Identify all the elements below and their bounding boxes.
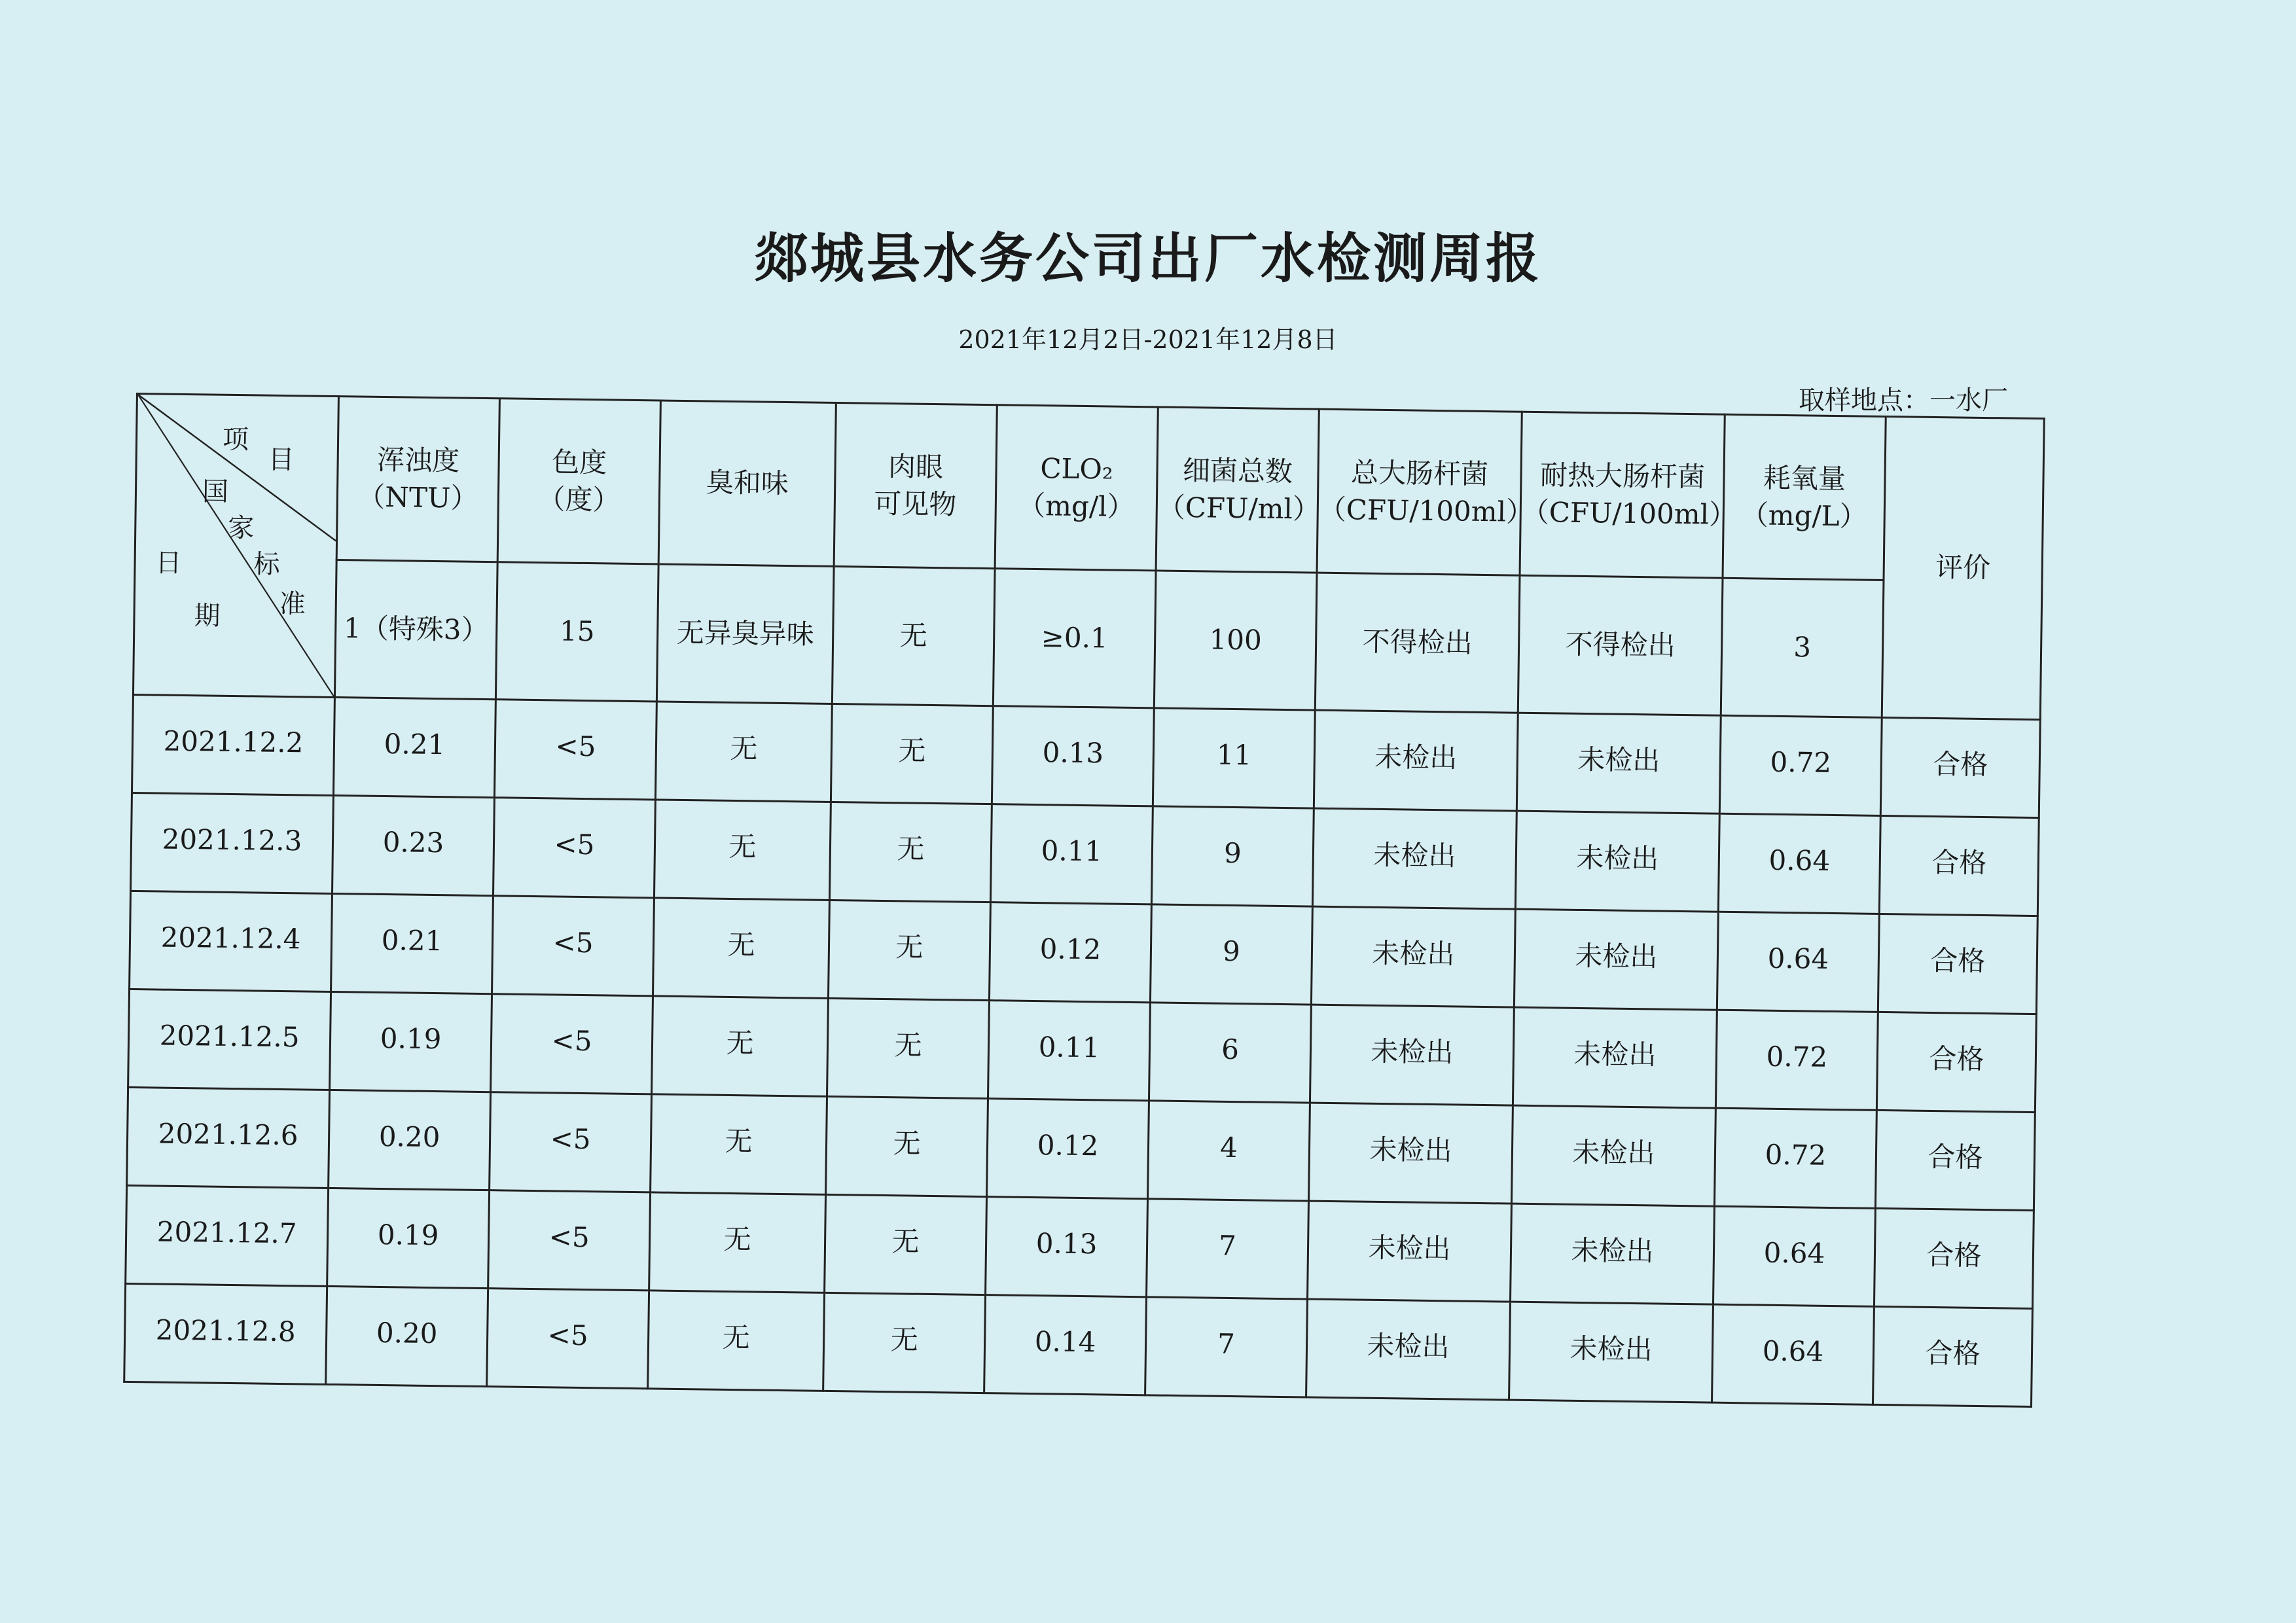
corner-date-char: 期 [194,601,221,632]
cell-total-coliform: 未检出 [1308,1201,1512,1302]
cell-turbidity: 0.21 [331,893,493,993]
cell-total-bacteria: 9 [1150,904,1312,1005]
cell-date: 2021.12.8 [124,1283,327,1384]
cell-visible-matter: 无 [831,704,993,804]
corner-item-char: 项 [222,424,249,455]
cell-visible-matter: 无 [827,998,990,1098]
cell-odor-taste: 无 [649,1192,826,1293]
cell-chlorine-dioxide: 0.13 [986,1197,1148,1297]
data-rows [124,694,2040,1406]
cell-chlorine-dioxide: 0.14 [984,1295,1147,1395]
cell-turbidity: 0.19 [330,991,492,1092]
cell-evaluation: 合格 [1879,815,2039,916]
cell-thermotolerant-coliform: 未检出 [1509,1302,1713,1402]
cell-date: 2021.12.3 [131,793,334,893]
cell-turbidity: 0.20 [326,1286,488,1386]
cell-thermotolerant-coliform: 未检出 [1511,1105,1715,1206]
cell-total-coliform: 未检出 [1308,1103,1513,1204]
cell-visible-matter: 无 [829,802,992,902]
corner-standard-char: 国 [202,476,229,507]
cell-color: <5 [493,798,655,898]
cell-thermotolerant-coliform: 未检出 [1514,909,1718,1010]
corner-standard-char: 家 [228,512,255,544]
cell-odor-taste: 无 [655,702,832,802]
header-total-bacteria: 细菌总数 （CFU/ml） [1156,407,1319,573]
cell-date: 2021.12.5 [128,989,331,1090]
cell-odor-taste: 无 [648,1291,825,1391]
cell-color: <5 [491,994,653,1094]
corner-standard-char: 标 [253,549,280,580]
cell-total-bacteria: 11 [1153,708,1315,808]
cell-color: <5 [490,1092,652,1192]
cell-turbidity: 0.21 [333,698,495,798]
water-quality-table [123,393,2045,1408]
standard-turbidity: 1（特殊3） [334,560,497,700]
cell-total-bacteria: 7 [1145,1297,1308,1397]
cell-thermotolerant-coliform: 未检出 [1515,811,1719,912]
cell-chlorine-dioxide: 0.13 [992,706,1154,806]
cell-turbidity: 0.23 [332,795,495,895]
cell-total-bacteria: 7 [1147,1199,1309,1299]
cell-oxygen-consumption: 0.72 [1714,1108,1876,1208]
cell-thermotolerant-coliform: 未检出 [1510,1204,1714,1304]
header-oxygen-consumption: 耗氧量 （mg/L） [1723,414,1886,580]
header-thermotolerant-coliform: 耐热大肠杆菌 （CFU/100ml） [1520,412,1725,578]
cell-total-coliform: 未检出 [1310,1005,1514,1105]
cell-oxygen-consumption: 0.64 [1718,813,1880,914]
corner-item-char: 目 [268,444,295,476]
cell-oxygen-consumption: 0.64 [1712,1304,1874,1404]
cell-color: <5 [487,1289,649,1389]
cell-evaluation: 合格 [1876,1012,2036,1112]
cell-oxygen-consumption: 0.64 [1717,912,1879,1012]
cell-evaluation: 合格 [1873,1306,2032,1406]
standard-oxygen-consumption: 3 [1721,578,1884,717]
header-chlorine-dioxide: CLO₂ （mg/l） [995,405,1158,571]
cell-visible-matter: 无 [823,1293,986,1393]
cell-visible-matter: 无 [825,1194,987,1294]
cell-chlorine-dioxide: 0.11 [990,804,1153,904]
cell-color: <5 [488,1190,651,1291]
cell-total-bacteria: 9 [1151,806,1314,906]
cell-color: <5 [494,700,656,800]
standard-total-coliform: 不得检出 [1315,573,1520,713]
sampling-location: 取样地点：一水厂 [1799,385,2008,416]
cell-date: 2021.12.2 [132,694,334,795]
standard-thermotolerant-coliform: 不得检出 [1518,575,1723,715]
header-total-coliform: 总大肠杆菌 （CFU/100ml） [1317,409,1522,575]
cell-chlorine-dioxide: 0.11 [988,1001,1150,1101]
cell-visible-matter: 无 [826,1096,988,1196]
cell-chlorine-dioxide: 0.12 [989,902,1151,1003]
cell-turbidity: 0.19 [327,1188,490,1288]
cell-evaluation: 合格 [1878,914,2037,1014]
cell-visible-matter: 无 [828,900,990,1000]
header-color: 色度 （度） [497,399,660,564]
header-evaluation: 评价 [1882,416,2044,719]
cell-oxygen-consumption: 0.72 [1715,1010,1878,1110]
cell-total-coliform: 未检出 [1311,906,1515,1007]
cell-turbidity: 0.20 [329,1090,491,1190]
corner-date-char: 日 [155,548,182,579]
cell-odor-taste: 无 [653,898,830,998]
cell-date: 2021.12.7 [126,1185,329,1286]
cell-odor-taste: 无 [654,800,831,900]
cell-chlorine-dioxide: 0.12 [987,1099,1149,1199]
cell-total-coliform: 未检出 [1314,710,1518,811]
header-visible-matter: 肉眼 可见物 [834,402,997,568]
cell-total-coliform: 未检出 [1306,1299,1511,1400]
corner-header-cell [133,394,338,698]
cell-evaluation: 合格 [1880,717,2040,817]
header-odor-taste: 臭和味 [658,401,836,566]
cell-evaluation: 合格 [1874,1208,2034,1308]
cell-oxygen-consumption: 0.72 [1719,715,1882,815]
standard-visible-matter: 无 [832,566,995,705]
cell-date: 2021.12.6 [127,1087,330,1188]
cell-date: 2021.12.4 [130,891,332,991]
cell-total-bacteria: 4 [1148,1101,1310,1201]
cell-oxygen-consumption: 0.64 [1713,1206,1875,1306]
cell-thermotolerant-coliform: 未检出 [1513,1007,1717,1108]
report-title: 郯城县水务公司出厂水检测周报 [753,228,1542,290]
cell-color: <5 [492,896,655,996]
cell-odor-taste: 无 [651,1094,827,1194]
standard-total-bacteria: 100 [1154,571,1317,710]
cell-total-bacteria: 6 [1149,1003,1311,1103]
cell-evaluation: 合格 [1875,1110,2035,1210]
report-date-range: 2021年12月2日-2021年12月8日 [958,325,1338,354]
corner-standard-char: 准 [279,588,306,620]
standard-chlorine-dioxide: ≥0.1 [993,569,1156,708]
cell-total-coliform: 未检出 [1312,808,1516,909]
standard-odor-taste: 无异臭异味 [656,564,834,704]
header-turbidity: 浑浊度 （NTU） [336,397,499,562]
cell-thermotolerant-coliform: 未检出 [1516,713,1721,813]
cell-odor-taste: 无 [652,996,829,1096]
standard-color: 15 [495,562,658,702]
